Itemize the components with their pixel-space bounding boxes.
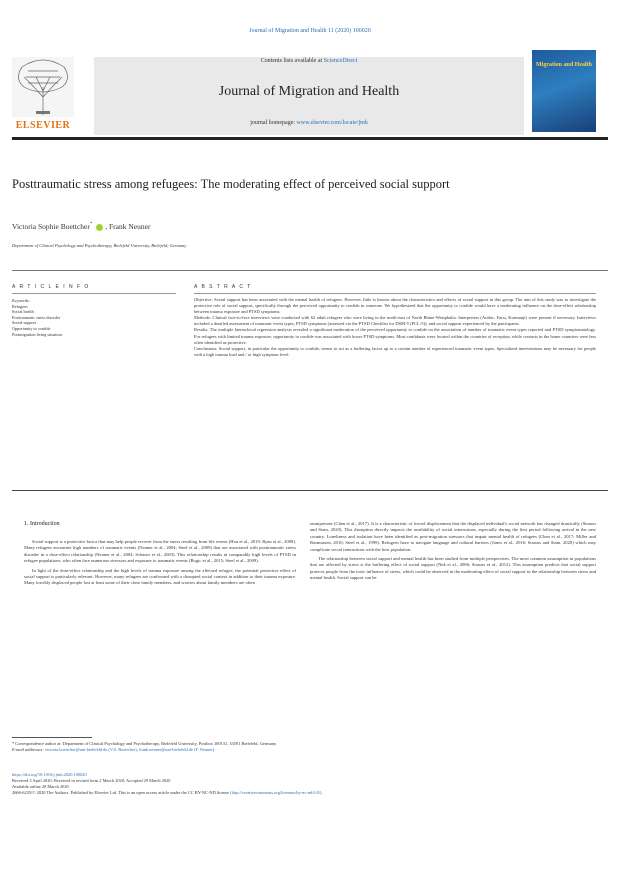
body-paragraph: Social support is a protective factor that may help people recover from the stress resulting from life events (Hou et al., 2019; Ryan et al., 2008). Many refugees encounter high numbers of traumatic events (Neuner et al., 2004; Steel et al., 2009) that are associated with posttraumatic stress disorder in a dose-effect relationship (Neuner et al., 2004; Schauer et al., 2003). This relationship results in comparably high levels of PTSD in refugee populations, who often face numerous stressors and exposure to traumatic events (Bogic et al., 2015; Steel et al., 2009). (24, 539, 296, 564)
article-info-label: A R T I C L E I N F O (12, 284, 90, 290)
keyword: Postmigration living situation (12, 331, 62, 337)
abstract-paragraph: Objective: Social support has been associated with the mental health of refugees. However, little is known about the characteristics and effects of social support in this group. The aim of this study was to investigate the protective role of social support, specifically through the perceived opportunity to confide in someone. We hypothesized that the opportunity to confide would have a moderating influence on the dose-effect relationship between trauma exposure and PTSD symptoms. (194, 297, 596, 315)
footnote-rule (12, 737, 92, 738)
contents-available (94, 58, 524, 64)
doi-link[interactable]: https://doi.org/10.1016/j.jmh.2020.100020 (12, 772, 87, 777)
cover-title: Migration and Health (535, 62, 592, 68)
license-link[interactable]: (http://creativecommons.org/licenses/by-nc-nd/4.0/). (230, 790, 323, 795)
keywords (12, 298, 62, 337)
divider (12, 270, 608, 271)
footnotes (12, 741, 602, 753)
keyword: Refugees (12, 303, 28, 309)
article-title: Posttraumatic stress among refugees: The moderating effect of perceived social support (12, 177, 450, 191)
body-paragraph: In light of the dose-effect relationship and the high levels of trauma exposure among the affected refugee, the potential protective effect of social support is particularly relevant. However, many refugees are confronted with a disrupted social context in addition to their trauma exposure. Many forcibly displaced people lost at least some of their close family members, and worries about family members are often (24, 567, 296, 586)
license-note (12, 790, 602, 796)
article-meta (12, 772, 602, 796)
email-label: E-mail addresses: (12, 747, 45, 752)
homepage-prefix: journal homepage: (250, 120, 297, 126)
divider (12, 490, 608, 491)
affiliation: Department of Clinical Psychology and Psychotherapy, Bielefeld University, Bielefeld, Germany (12, 243, 187, 248)
keyword: Social health (12, 309, 34, 315)
keywords-label: Keywords: (12, 298, 30, 303)
abstract-body (194, 297, 596, 358)
received-dates: Received 3 April 2020; Received in revised form 2 March 2020; Accepted 29 March 2020 (12, 778, 171, 783)
online-date: Available online 28 March 2020 (12, 784, 69, 789)
publisher-logo-text: ELSEVIER (15, 120, 71, 131)
abstract-paragraph: Methods: Clinical face-to-face interviews were conducted with 62 adult refugees who were living in the north-east of North Rhine-Westphalia. Interpreters (Arabic, Farsi, Kurmanji) were present if necessary. Interviews included a detailed assessment of traumatic event types, PTSD symptoms (assessed via the PTSD Checklist for DSM-5 (PCL-5)), and social support experienced by the participants. (194, 315, 596, 327)
homepage-link[interactable]: www.elsevier.com/locate/jmh (296, 120, 368, 126)
orcid-icon[interactable] (96, 224, 103, 231)
keyword: Posttraumatic stress disorder (12, 314, 61, 320)
right-column (310, 521, 596, 585)
body-paragraph: The relationship between social support and mental health has been studied from multiple perspectives. The most common assumption in populations that are affected by stress is the buffering effect of social support (Nek et al., 2006; Strauss et al., 2012). This assumption predicts that social support protects people from the toxic influence of stress, which could be observed in the moderating effect of social support in the relationship between stress and mental health. Social support can be (310, 556, 596, 581)
divider (194, 293, 596, 294)
keyword: Opportunity to confide (12, 325, 51, 331)
abstract-paragraph: Results: The multiple hierarchical regression analysis revealed a significant moderation of the perceived opportunity to confide on the association of number of traumatic event types reported and PTSD symptomatology. For refugees with limited trauma exposure, opportunity to confide was associated with lower PTSD symptoms. Most confidants were located within the countries of reception, while contacts in the home countries were less often identified as protective. (194, 327, 596, 345)
header-rule (12, 137, 608, 140)
abstract-paragraph: Conclusions: Social support, in particular the opportunity to confide, seems to act as a buffering factor up to a certain number of experienced traumatic event types. Specialized interventions may be necessary for people with a high trauma load and / or high symptom level. (194, 345, 596, 357)
elsevier-tree-icon (12, 57, 74, 117)
divider (12, 293, 176, 294)
email-addresses[interactable]: victoria.boettcher@uni-bielefeld.de (V.S. Boettcher), frank.neuner@uni-bielefeld.de (F. Neuner). (44, 747, 216, 752)
journal-title: Journal of Migration and Health (218, 84, 400, 99)
section-heading: 1. Introduction (24, 521, 60, 527)
correspondence-note: * Correspondence author at: Department of Clinical Psychology and Psychotherapy, Bielefeld University, Postbox 100131, 33501 Bielefeld, Germany. (12, 741, 277, 746)
abstract-label: A B S T R A C T (194, 284, 252, 290)
journal-homepage (94, 120, 524, 126)
left-column (24, 539, 296, 590)
license-text: 2666-6235/© 2020 The Authors. Published by Elsevier Ltd. This is an open access article under the CC BY-NC-ND license (12, 790, 231, 795)
sciencedirect-link[interactable]: ScienceDirect (323, 58, 358, 64)
journal-citation: Journal of Migration and Health 11 (2020) 100020 (249, 28, 371, 34)
keyword: Social support (12, 320, 37, 326)
author-2: , Frank Neuner (105, 222, 151, 231)
body-paragraph: omnipresent (Chen et al., 2017). It is a characteristic of forced displacement that the displaced individual's social network has changed drastically (Strauss and Siam, 2020). This disruption directly impacts the availability of social interactions, especially during the first period following arrival in the new country. Loneliness and isolation have been identified as post-migration stressors that impair mental health of refugees (Chen et al., 2017; Miller and Rasmussen, 2010; Steel et al., 1999). Refugees have to navigate language and cultural barriers (Jones et al., 2016; Strauss and Siam, 2020) which may complicate social interactions with the host population. (310, 521, 596, 552)
corresponding-mark: * (89, 222, 93, 227)
author-1: Victoria Sophie Boettcher (12, 222, 90, 231)
email-note (12, 747, 602, 753)
authors (12, 222, 150, 231)
contents-prefix: Contents lists available at (260, 58, 324, 64)
